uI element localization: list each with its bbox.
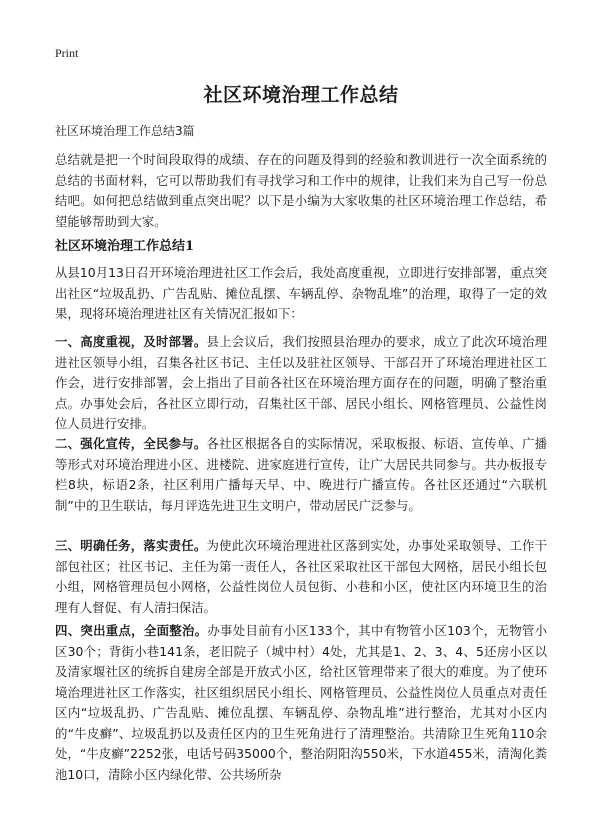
- paragraph-publicity: [55, 434, 547, 516]
- document-subtitle: 社区环境治理工作总结3篇: [55, 124, 195, 138]
- section-heading: 社区环境治理工作总结1: [55, 239, 195, 254]
- paragraph-lead: 三、明确任务，落实责任。: [55, 538, 207, 553]
- paragraph-lead: 二、强化宣传，全民参与。: [55, 436, 207, 451]
- paragraph-opening: [55, 263, 547, 325]
- paragraph-body: 为使此次环境治理进社区落到实处，办事处采取领导、工作干部包社区；社区书记、主任为第一责任人，各社区采取社区干部包大网格，居民小组长包小组，网格管理员包小网格，公益性岗位人员包街、小巷和小区，使社区内环境卫生的治理有人督促、有人清扫保洁。: [55, 538, 548, 615]
- print-label[interactable]: Print: [55, 46, 79, 60]
- paragraph-body: 从县10月13日召开环境治理进社区工作会后，我处高度重视，立即进行安排部署，重点突出社区“垃圾乱扔、广告乱贴、摊位乱摆、车辆乱停、杂物乱堆”的治理，取得了一定的效果，现将环境治理进社区有关情况汇报如下：: [55, 265, 547, 321]
- paragraph-lead: 四、突出重点，全面整治。: [55, 623, 208, 638]
- paragraph-attention: [55, 332, 547, 435]
- paragraph-body: 县上会议后，我们按照县治理办的要求，成立了此次环境治理进社区领导小组，召集各社区书记、主任以及驻社区领导、干部召开了环境治理进社区工作会，进行安排部署，会上指出了目前各社区在环境治理方面存在的问题，明确了整治重点。办事处会后，各社区立即行动，召集社区干部、居民小组长、网格管理员、公益性岗位人员进行安排。: [55, 334, 548, 431]
- page-title: 社区环境治理工作总结: [203, 84, 399, 106]
- paragraph-key-points: [55, 621, 547, 785]
- paragraph-lead: 一、高度重视，及时部署。: [55, 334, 207, 349]
- paragraph-body: 办事处目前有小区133个，其中有物管小区103个，无物管小区30个；背街小巷141条，老旧院子（城中村）4处，尤其是1、2、3、4、5还房小区以及清家堰社区的统拆自建房全部是开放式小区，给社区管理带来了很大的难度。为了使环境治理进社区工作落实，社区组织居民小组长、网格管理员、公益性岗位人员重点对责任区内“垃圾乱扔、广告乱贴、摊位乱摆、车辆乱停、杂物乱堆”进行整治，尤其对小区内的“牛皮癣”、垃圾乱扔以及责任区内的卫生死角进行了清理整治。共清除卫生死角110余处，“牛皮癣”2252张，电话号码35000个，整治阴阳沟550米，下水道455米，清淘化粪池10口，清除小区内绿化带、公共场所杂: [55, 623, 547, 782]
- document-page: [55, 0, 547, 828]
- paragraph-body: 各社区根据各自的实际情况，采取板报、标语、宣传单、广播等形式对环境治理进小区、进楼院、进家庭进行宣传，让广大居民共同参与。共办板报专栏8块，标语2条，社区利用广播每天早、中、晚进行广播宣传。各社区还通过“六联机制”中的卫生联诂，每月评选先进卫生文明户，带动居民广泛参与。: [55, 436, 548, 513]
- intro-paragraph: 总结就是把一个时间段取得的成绩、存在的问题及得到的经验和教训进行一次全面系统的总结的书面材料，它可以帮助我们有寻找学习和工作中的规律，让我们来为自己写一份总结吧。如何把总结做到重点突出呢？以下是小编为大家收集的社区环境治理工作总结，希望能够帮助到大家。: [55, 152, 547, 229]
- paragraph-responsibility: [55, 536, 547, 618]
